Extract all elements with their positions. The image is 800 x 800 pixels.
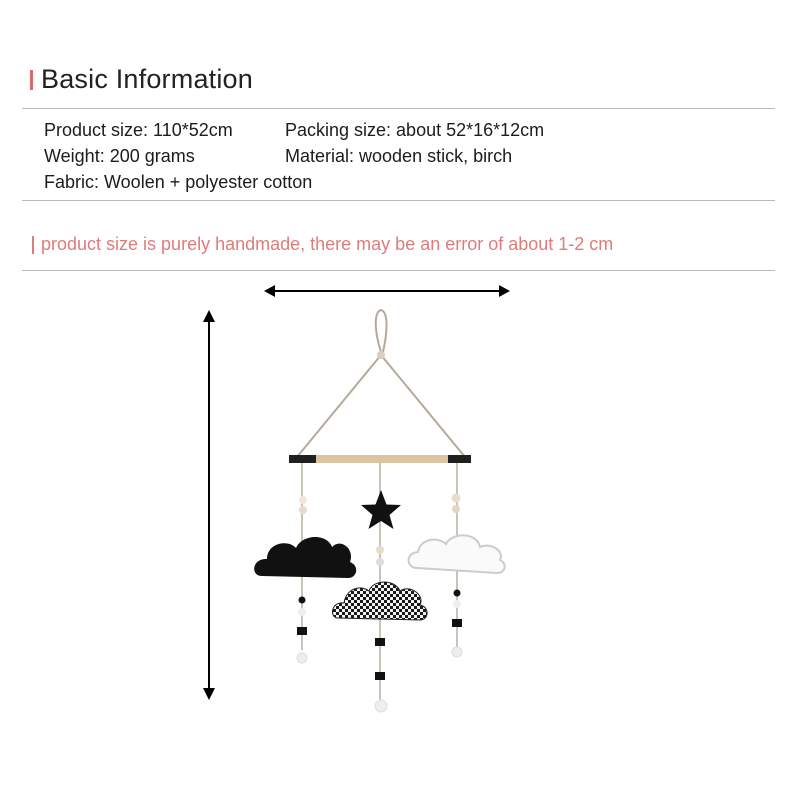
product-size: Product size: 110*52cm xyxy=(44,120,233,140)
hanging-string xyxy=(297,310,465,457)
gingham-cloud-ornament xyxy=(332,582,427,620)
fabric: Fabric: Woolen + polyester cotton xyxy=(44,172,313,192)
page-title: Basic Information xyxy=(41,64,253,94)
star-ornament xyxy=(361,490,401,529)
string-bead xyxy=(377,351,385,359)
packing-size: Packing size: about 52*16*12cm xyxy=(285,120,545,140)
weight: Weight: 200 grams xyxy=(44,146,195,166)
black-cloud-ornament xyxy=(254,537,356,578)
white-cloud-ornament xyxy=(409,535,505,573)
wooden-dowel xyxy=(289,455,471,463)
size-note-text: product size is purely handmade, there may be an error of about 1-2 cm xyxy=(41,234,614,254)
center-beads xyxy=(375,546,387,712)
vertical-arrow-icon xyxy=(203,310,215,700)
horizontal-arrow-icon xyxy=(264,285,510,297)
material: Material: wooden stick, birch xyxy=(285,146,513,166)
